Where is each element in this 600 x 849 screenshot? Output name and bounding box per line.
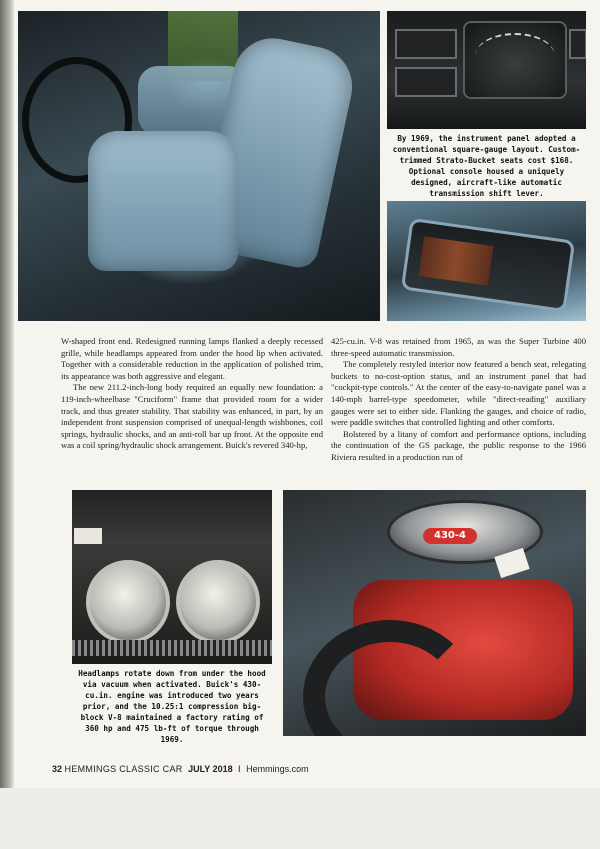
website-link[interactable]: Hemmings.com xyxy=(246,764,309,774)
headlamp-right xyxy=(176,560,260,644)
page-number: 32 xyxy=(52,764,63,774)
page-margin xyxy=(0,788,600,849)
grille xyxy=(72,640,272,656)
instrument-panel-photo xyxy=(387,11,586,129)
sticker xyxy=(74,528,102,544)
dash-caption: By 1969, the instrument panel adopted a conventional square-gauge layout. Custom-trimmed Strato-Bucket seats cost $168. Optional console housed a uniquely designed, aircraft-like automatic transmission shift lever. xyxy=(392,134,581,198)
paragraph: The completely restyled interior now featured a bench seat, relegating buckets to no-cost-option status, and an instrument panel that had "cockpit-type controls." At the center of the easy-to-navigate panel was a 140-mph barrel-type speedometer, while "direct-reading" auxiliary gauges were set to either side. Flanking the gauges, and choice of radio, were paddle switches that controlled lighting and other comforts. xyxy=(331,359,586,428)
auxiliary-gauge xyxy=(395,67,457,97)
bucket-seat-cushion xyxy=(88,131,238,271)
engine-photo xyxy=(283,490,586,736)
body-text-left xyxy=(61,336,323,452)
interior-seats-photo xyxy=(18,11,380,321)
footer-separator: I xyxy=(238,764,241,774)
magazine-name: HEMMINGS CLASSIC CAR xyxy=(64,764,183,774)
issue-date: JULY 2018 xyxy=(188,764,233,774)
auxiliary-gauge xyxy=(395,29,457,59)
speedometer-ticks xyxy=(475,33,555,79)
paragraph: Bolstered by a litany of comfort and performance options, including the continuation of the GS package, the public response to the 1966 Riviera resulted in a production run of xyxy=(331,428,586,462)
page-spine xyxy=(0,0,14,790)
headlamp-left xyxy=(86,560,170,644)
paragraph: W-shaped front end. Redesigned running lamps flanked a deeply recessed grille, while headlamps appeared from under the hood lip when activated. Together with a considerable reduction in the application of polished trim, its appearance was both aggressive and elegant. xyxy=(61,336,323,381)
page-footer xyxy=(52,764,309,774)
headlamps-photo xyxy=(72,490,272,664)
speedometer xyxy=(463,21,567,99)
body-text-right xyxy=(331,336,586,464)
auxiliary-gauge xyxy=(569,29,586,59)
paragraph: The new 211.2-inch-long body required an equally new foundation: a 119-inch-wheelbase "Cruciform" frame that provided room for a wider track, and thus greater stability. That stability was enhanced, in part, by an independent front suspension comprised of unequal-length wishbones, coil springs, hydraulic shocks, and an anti-roll bar up front. At the opposite end was a coil spring/hydraulic shock arrangement. Buick's revered 340-hp, xyxy=(61,382,323,451)
console-photo xyxy=(387,201,586,321)
engine-decal: 430-4 xyxy=(423,528,477,544)
paragraph: 425-cu.in. V-8 was retained from 1965, as was the Super Turbine 400 three-speed automatic transmission. xyxy=(331,336,586,358)
headlamps-caption: Headlamps rotate down from under the hood via vacuum when activated. Buick's 430-cu.in. engine was introduced two years prior, and the 10.25:1 compression big-block V-8 maintained a factory rating of 360 hp and 475 lb-ft of torque through 1969. xyxy=(78,669,266,744)
